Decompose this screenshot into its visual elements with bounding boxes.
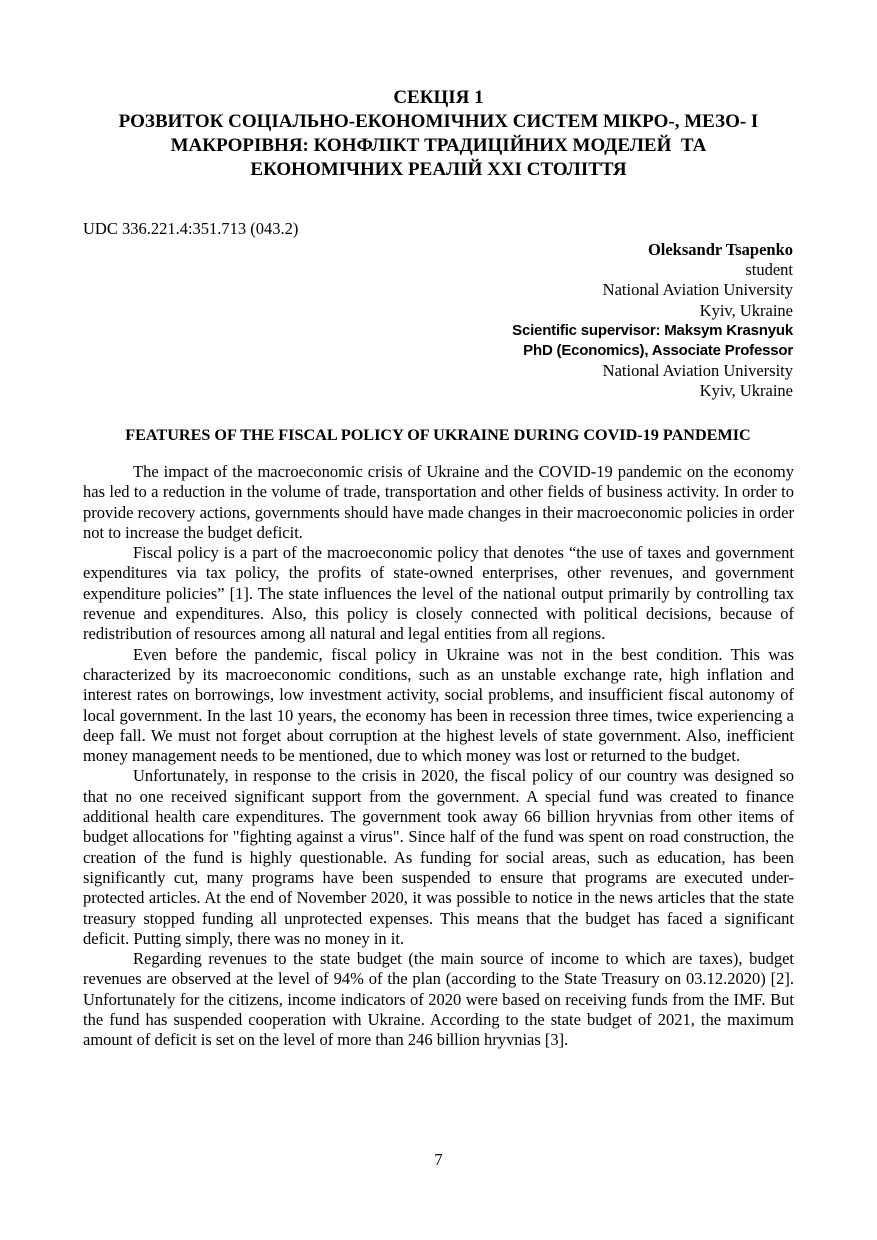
author-university: National Aviation University [602,280,793,300]
section-number: СЕКЦІЯ 1 [393,87,484,108]
section-title-line-1: РОЗВИТОК СОЦІАЛЬНО-ЕКОНОМІЧНИХ СИСТЕМ МІКРО-, МЕЗО- І [118,111,759,132]
author-location: Kyiv, Ukraine [699,300,793,320]
body-paragraph: The impact of the macroeconomic crisis of Ukraine and the COVID-19 pandemic on the economy has led to a reduction in the volume of trade, transportation and other fields of business activity. In order to provide recovery actions, governments should have made changes in their macroeconomic policies in order not to increase the budget deficit. [83,462,794,542]
section-title-line-2: МАКРОРІВНЯ: КОНФЛІКТ ТРАДИЦІЙНИХ МОДЕЛЕЙ ТА [170,135,707,156]
author-block [512,240,793,402]
supervisor-location: Kyiv, Ukraine [699,381,793,401]
author-name: Oleksandr Tsapenko [647,240,793,259]
body-paragraph: Even before the pandemic, fiscal policy in Ukraine was not in the best condition. This was characterized by its macroeconomic conditions, such as an unstable exchange rate, high inflation and interest rates on borrowings, low investment activity, social problems, and insufficient fiscal autonomy of local government. In the last 10 years, the economy has been in recession three times, twice experiencing a deep fall. We must not forget about corruption at the highest levels of state government. Also, inefficient money management needs to be mentioned, due to which money was lost or returned to the budget. [83,644,794,766]
body-paragraph: Regarding revenues to the state budget (the main source of income to which are taxes), budget revenues are observed at the level of 94% of the plan (according to the State Treasury on 03.12.2020) [2]. Unfortunately for the citizens, income indicators of 2020 were based on receiving funds from the IMF. But the fund has suspended cooperation with Ukraine. According to the state budget of 2021, the maximum amount of deficit is set on the level of more than 246 billion hryvnias [3]. [83,949,794,1050]
supervisor-label: Scientific supervisor: Maksym Krasnyuk [512,321,793,339]
section-title-line-3: ЕКОНОМІЧНИХ РЕАЛІЙ ХХІ СТОЛІТТЯ [250,159,627,180]
udc-code: UDC 336.221.4:351.713 (043.2) [83,219,299,238]
section-header [60,86,817,182]
author-position: student [745,260,793,280]
supervisor-degree: PhD (Economics), Associate Professor [523,342,793,360]
supervisor-university: National Aviation University [602,361,793,381]
article-body [83,462,794,1051]
article-title: FEATURES OF THE FISCAL POLICY OF UKRAINE DURING COVID-19 PANDEMIC [125,426,751,444]
body-paragraph: Unfortunately, in response to the crisis in 2020, the fiscal policy of our country was designed so that no one received significant support from the government. A special fund was created to finance additional health care expenditures. The government took away 66 billion hryvnias from other items of budget allocations for "fighting against a virus". Since half of the fund was spent on road construction, the creation of the fund is highly questionable. As funding for social areas, such as education, has been significantly cut, many programs have been suspended to ensure that programs are executed under-protected articles. At the end of November 2020, it was possible to notice in the news articles that the state treasury stopped funding all unprotected expenses. This means that the budget has faced a significant deficit. Putting simply, there was no money in it. [83,766,794,948]
body-paragraph: Fiscal policy is a part of the macroeconomic policy that denotes “the use of taxes and government expenditures via tax policy, the profits of state-owned enterprises, other revenues, and government expenditure policies” [1]. The state influences the level of the national output primarily by controlling tax revenue and expenditures. Also, this policy is closely connected with political decisions, because of redistribution of resources among all natural and legal entities from all regions. [83,543,794,644]
page-number: 7 [434,1150,443,1169]
